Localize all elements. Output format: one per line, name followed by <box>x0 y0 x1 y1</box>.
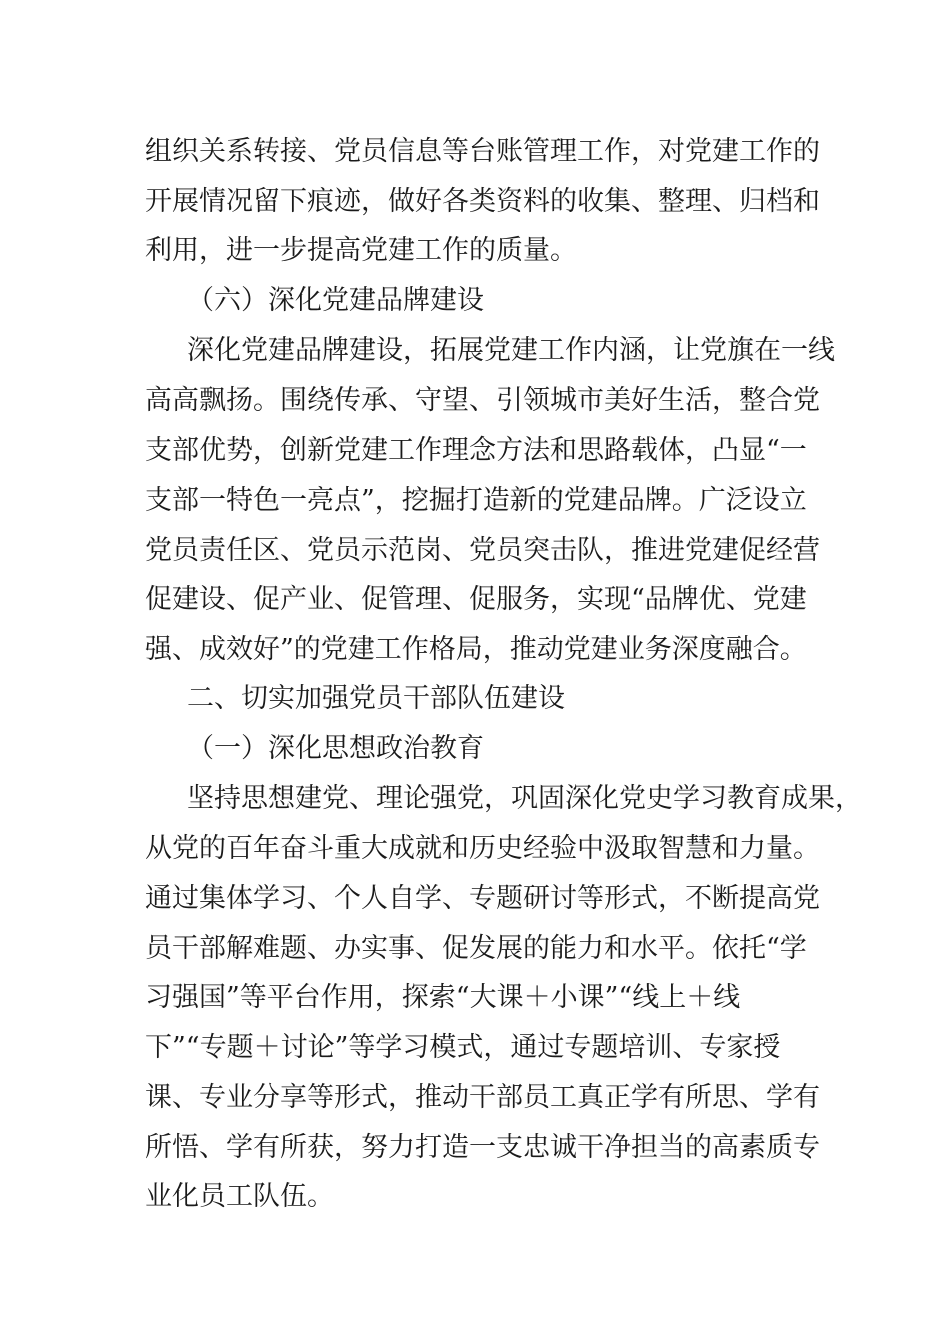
body-text-line: 强、成效好”的党建工作格局，推动党建业务深度融合。 <box>145 634 807 665</box>
body-text-line: 支部一特色一亮点”，挖掘打造新的党建品牌。广泛设立 <box>145 485 807 516</box>
body-text-line: 课、专业分享等形式，推动干部员工真正学有所思、学有 <box>145 1082 820 1113</box>
subheading-one: （一）深化思想政治教育 <box>187 733 484 764</box>
body-text-line: 所悟、学有所获，努力打造一支忠诚干净担当的高素质专 <box>145 1132 820 1163</box>
section-heading-two: 二、切实加强党员干部队伍建设 <box>187 683 565 714</box>
body-text-line: 利用，进一步提高党建工作的质量。 <box>145 235 577 266</box>
body-text-line: 支部优势，创新党建工作理念方法和思路载体，凸显“一 <box>145 435 807 466</box>
body-text-line: 下”“专题＋讨论”等学习模式，通过专题培训、专家授 <box>145 1032 781 1063</box>
body-text-line: 促建设、促产业、促管理、促服务，实现“品牌优、党建 <box>145 584 807 615</box>
body-text-line: 组织关系转接、党员信息等台账管理工作，对党建工作的 <box>145 136 820 167</box>
subheading-six: （六）深化党建品牌建设 <box>187 285 484 316</box>
body-text-line: 开展情况留下痕迹，做好各类资料的收集、整理、归档和 <box>145 186 820 217</box>
body-text-line: 习强国”等平台作用，探索“大课＋小课”“线上＋线 <box>145 982 741 1013</box>
body-text-line: 从党的百年奋斗重大成就和历史经验中汲取智慧和力量。 <box>145 833 820 864</box>
body-text-line: 员干部解难题、办实事、促发展的能力和水平。依托“学 <box>145 933 807 964</box>
body-text-line: 坚持思想建党、理论强党，巩固深化党史学习教育成果， <box>187 783 862 814</box>
body-text-line: 党员责任区、党员示范岗、党员突击队，推进党建促经营 <box>145 535 820 566</box>
body-text-line: 高高飘扬。围绕传承、守望、引领城市美好生活，整合党 <box>145 385 820 416</box>
body-text-line: 深化党建品牌建设，拓展党建工作内涵，让党旗在一线 <box>187 335 835 366</box>
body-text-line: 业化员工队伍。 <box>145 1181 334 1212</box>
body-text-line: 通过集体学习、个人自学、专题研讨等形式，不断提高党 <box>145 883 820 914</box>
